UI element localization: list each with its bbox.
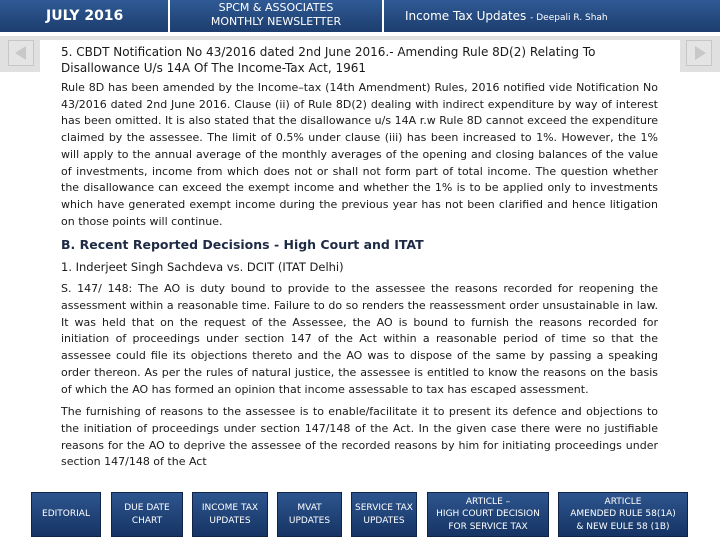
item5-body: Rule 8D has been amended by the Income–tax (14th Amendment) Rules, 2016 notified vide Notification No 43/2016 dated 2nd June 2016. Clause (ii) of Rule 8D(2) dealing with indirect expenditure by way of interest has been omitted. It is also stated that the disallowance u/s 14A r.w Rule 8D cannot exceed the expenditure claimed by the assessee. The limit of 0.5% under clause (iii) has been increased to 1%. However, the 1% will apply to the annual average of the monthly averages of the opening and closing balances of the value of investments, income from which does not or shall not form part of total income. The question whether the disallowance can exceed the exempt income and whether the 1% is to be applied only to investments which have generated exempt income during the previous year has not been clarified and hence litigation on those points will continue. bbox=[61, 81, 658, 228]
nav-editorial-label: EDITORIAL bbox=[42, 509, 90, 520]
nav-mvat-label-2: UPDATES bbox=[288, 515, 331, 526]
arrow-left-icon bbox=[15, 46, 26, 60]
newsletter-title-line2: MONTHLY NEWSLETTER bbox=[210, 15, 342, 28]
nav-due-date-chart-button[interactable] bbox=[111, 492, 183, 537]
newsletter-date: JULY 2016 bbox=[0, 0, 168, 32]
nav-article2-label-3: & NEW EULE 58 (1B) bbox=[576, 521, 670, 532]
previous-page-button[interactable] bbox=[8, 40, 34, 66]
case1-paragraph-1: S. 147/ 148: The AO is duty bound to provide to the assessee the reasons recorded for reopening the assessment within a reasonable time. Failure to do so renders the reassessment order unsustainable in law. It was held that on the request of the Assessee, the AO is bound to furnish the reasons recorded for initiation of proceedings under section 147 of the Act within a reasonable period of time so that the assessee could file its objections thereto and the AO was to dispose of the same by passing a speaking order thereon. As per the rules of natural justice, the assessee is entitled to know the reasons on the basis of which the AO has formed an opinion that income assessable to tax has escaped assessment. bbox=[61, 282, 658, 396]
nav-income-tax-label-2: UPDATES bbox=[209, 515, 251, 526]
nav-service-tax-updates-button[interactable] bbox=[351, 492, 417, 537]
nav-service-tax-label-1: SERVICE TAX bbox=[355, 503, 413, 513]
newsletter-title bbox=[170, 0, 382, 32]
arrow-right-icon bbox=[695, 46, 706, 60]
nav-income-tax-updates-button[interactable] bbox=[192, 492, 268, 537]
nav-article-high-court-button[interactable] bbox=[427, 492, 549, 537]
section-b-heading: B. Recent Reported Decisions - High Court and ITAT bbox=[61, 237, 424, 253]
nav-service-tax-label-2: UPDATES bbox=[363, 515, 405, 526]
case1-heading: 1. Inderjeet Singh Sachdeva vs. DCIT (ITAT Delhi) bbox=[61, 260, 344, 275]
nav-article1-label-2: HIGH COURT DECISION bbox=[436, 509, 540, 520]
footer-nav bbox=[0, 486, 720, 540]
nav-article1-label-3: FOR SERVICE TAX bbox=[448, 521, 528, 532]
section-topic bbox=[384, 0, 720, 32]
nav-article1-label-1: ARTICLE – bbox=[465, 496, 511, 507]
nav-article2-label-1: ARTICLE bbox=[604, 496, 642, 507]
nav-editorial-button[interactable] bbox=[31, 492, 101, 537]
case1-paragraph-2: The furnishing of reasons to the assessee is to enable/facilitate it to present its defence and objections to the initiation of proceedings under section 147/148 of the Act. In the given case there were no justifiable reasons for the AO to deprive the assessee of the recorded reasons by him for initiating proceedings under section 147/148 of the Act bbox=[61, 405, 658, 469]
next-page-button[interactable] bbox=[686, 40, 712, 66]
nav-article2-label-2: AMENDED RULE 58(1A) bbox=[570, 509, 676, 520]
nav-mvat-label-1: MVAT bbox=[297, 503, 322, 513]
topic-author: - Deepali R. Shah bbox=[530, 13, 608, 23]
nav-due-date-label-1: DUE DATE bbox=[124, 503, 170, 513]
article-content bbox=[40, 40, 680, 484]
nav-mvat-updates-button[interactable] bbox=[277, 492, 342, 537]
nav-income-tax-label-1: INCOME TAX bbox=[201, 503, 259, 513]
item5-heading: 5. CBDT Notification No 43/2016 dated 2nd June 2016.- Amending Rule 8D(2) Relating To Disallowance U/s 14A Of The Income-Tax Act, 1961 bbox=[61, 45, 596, 75]
header-bar bbox=[0, 0, 720, 32]
topic-title: Income Tax Updates bbox=[405, 9, 527, 23]
newsletter-title-line1: SPCM & ASSOCIATES bbox=[218, 1, 334, 14]
nav-due-date-label-2: CHART bbox=[131, 515, 163, 526]
nav-article-amended-rule-button[interactable] bbox=[558, 492, 688, 537]
